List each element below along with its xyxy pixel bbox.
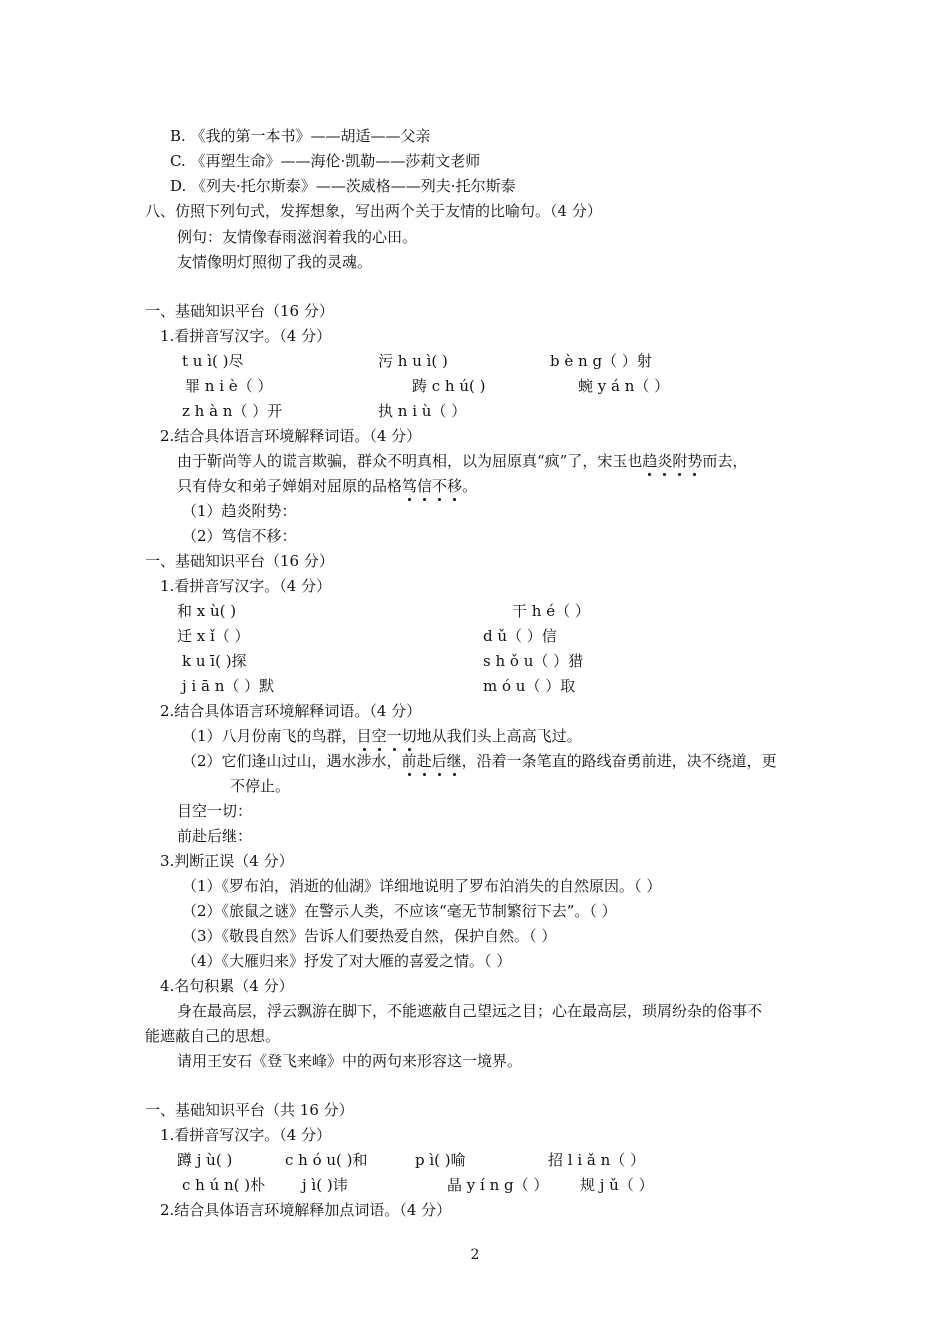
page-number: 2 xyxy=(470,1247,480,1263)
emphasis-char: 后 xyxy=(431,752,447,770)
quote-prompt: 请用王安石《登飞来峰》中的两句来形容这一境界。 xyxy=(177,1052,523,1070)
block1-q1: 1.看拼音写汉字。（4 分） xyxy=(160,327,332,345)
pinyin-item: 规 j ǔ（ ） xyxy=(580,1176,654,1194)
pinyin-item: 污 h u ì( ) xyxy=(378,352,448,370)
block2-q4: 4.名句积累（4 分） xyxy=(160,977,294,995)
answer-line: （1）趋炎附势： xyxy=(182,502,297,520)
pinyin-item: b è n g（ ）射 xyxy=(550,352,652,370)
example-sentence-1: 例句：友情像春雨滋润着我的心田。 xyxy=(177,228,418,246)
block3-q2: 2.结合具体语言环境解释加点词语。（4 分） xyxy=(160,1201,452,1219)
emphasis-char: 炎 xyxy=(657,452,673,470)
dotted-term xyxy=(642,452,702,470)
emphasis-char: 不 xyxy=(432,477,448,495)
pinyin-item: 蜿 y á n（ ） xyxy=(578,377,670,395)
pinyin-item: k u ī( )探 xyxy=(182,652,247,670)
pinyin-item: m ó u（ ）取 xyxy=(483,677,576,695)
pinyin-item: 罪 n i è（ ） xyxy=(185,377,273,395)
option-c: C. 《再塑生命》——海伦·凯勒——莎莉文老师 xyxy=(170,152,481,170)
option-b: B. 《我的第一本书》——胡适——父亲 xyxy=(170,127,431,145)
block2-q2: 2.结合具体语言环境解释词语。（4 分） xyxy=(160,702,422,720)
pinyin-item: 踌 c h ú( ) xyxy=(412,377,486,395)
block2-q3: 3.判断正误（4 分） xyxy=(160,852,294,870)
dotted-term xyxy=(402,752,462,770)
emphasis-char: 势 xyxy=(687,452,703,470)
context-sentence xyxy=(182,751,777,771)
pinyin-item: 蹲 j ù( ) xyxy=(177,1151,233,1169)
judge-item: （3）《敬畏自然》告诉人们要热爱自然，保护自然。（ ） xyxy=(182,927,557,945)
block2-q1: 1.看拼音写汉字。（4 分） xyxy=(160,577,332,595)
text-run: 而去， xyxy=(702,452,748,470)
emphasis-char: 切 xyxy=(401,727,417,745)
context-paragraph-line xyxy=(177,451,747,471)
emphasis-char: 笃 xyxy=(402,477,418,495)
pinyin-item: d ǔ（ ）信 xyxy=(483,627,557,645)
emphasis-char: 一 xyxy=(386,727,402,745)
text-run: 只有侍女和弟子婵娟对屈原的品格 xyxy=(177,477,403,495)
block2-heading: 一、基础知识平台（16 分） xyxy=(145,552,334,570)
example-sentence-2: 友情像明灯照彻了我的灵魂。 xyxy=(177,253,373,271)
pinyin-item: 干 h é（ ） xyxy=(512,602,590,620)
section-8-heading: 八、仿照下列句式，发挥想象，写出两个关于友情的比喻句。（4 分） xyxy=(145,202,602,220)
emphasis-char: 空 xyxy=(371,727,387,745)
emphasis-char: 赴 xyxy=(416,752,432,770)
context-sentence-continued: 不停止。 xyxy=(230,777,291,795)
emphasis-char: 目 xyxy=(356,727,372,745)
judge-item: （2）《旅鼠之谜》在警示人类，不应该“毫无节制繁衍下去”。（ ） xyxy=(182,902,617,920)
pinyin-item: z h à n（ ）开 xyxy=(182,402,283,420)
pinyin-item: 执 n i ù（ ） xyxy=(378,402,467,420)
pinyin-item: j i ā n（ ）默 xyxy=(182,677,275,695)
judge-item: （4）《大雁归来》抒发了对大雁的喜爱之情。（ ） xyxy=(182,952,512,970)
pinyin-item: p ì( )喻 xyxy=(415,1151,466,1169)
text-run: 地从我们头上高高飞过。 xyxy=(416,727,582,745)
option-d: D. 《列夫·托尔斯泰》——茨威格——列夫·托尔斯泰 xyxy=(170,177,516,195)
quote-line: 身在最高层，浮云飘游在脚下，不能遮蔽自己望远之目；心在最高层，琐屑纷杂的俗事不 xyxy=(177,1002,763,1020)
text-run: （2）它们逢山过山，遇水涉水， xyxy=(182,752,402,770)
text-run: ，沿着一条笔直的路线奋勇前进，决不绕道，更 xyxy=(461,752,777,770)
pinyin-item: s h ǒ u（ ）猎 xyxy=(483,652,584,670)
quote-line: 能遮蔽自己的思想。 xyxy=(145,1027,281,1045)
pinyin-item: t u ì( )尽 xyxy=(182,352,244,370)
emphasis-char: 趋 xyxy=(642,452,658,470)
text-run: 由于靳尚等人的谎言欺骗，群众不明真相，以为屈原真“疯”了，宋玉也 xyxy=(177,452,643,470)
pinyin-item: j ì( )讳 xyxy=(302,1176,348,1194)
block3-q1: 1.看拼音写汉字。（4 分） xyxy=(160,1126,332,1144)
pinyin-item: 招 l i ǎ n（ ） xyxy=(548,1151,646,1169)
pinyin-item: c h ó u( )和 xyxy=(285,1151,368,1169)
answer-line: （2）笃信不移： xyxy=(182,527,297,545)
context-paragraph-line xyxy=(177,476,477,496)
dotted-term xyxy=(402,477,462,495)
text-run: （1）八月份南飞的鸟群， xyxy=(182,727,357,745)
emphasis-char: 附 xyxy=(672,452,688,470)
pinyin-item: 迁 x ǐ（ ） xyxy=(177,627,250,645)
emphasis-char: 前 xyxy=(401,752,417,770)
dotted-term xyxy=(357,727,417,745)
answer-line: 前赴后继： xyxy=(177,827,253,845)
emphasis-char: 移 xyxy=(447,477,463,495)
pinyin-item: 晶 y í n g（ ） xyxy=(447,1176,549,1194)
judge-item: （1）《罗布泊，消逝的仙湖》详细地说明了罗布泊消失的自然原因。（ ） xyxy=(182,877,662,895)
block1-q2: 2.结合具体语言环境解释词语。（4 分） xyxy=(160,427,422,445)
block3-heading: 一、基础知识平台（共 16 分） xyxy=(145,1101,354,1119)
context-sentence xyxy=(182,726,582,746)
pinyin-item: c h ú n( )朴 xyxy=(182,1176,266,1194)
pinyin-item: 和 x ù( ) xyxy=(177,602,237,620)
emphasis-char: 继 xyxy=(446,752,462,770)
text-run: 。 xyxy=(462,477,478,495)
answer-line: 目空一切： xyxy=(177,802,253,820)
emphasis-char: 信 xyxy=(417,477,433,495)
block1-heading: 一、基础知识平台（16 分） xyxy=(145,302,334,320)
